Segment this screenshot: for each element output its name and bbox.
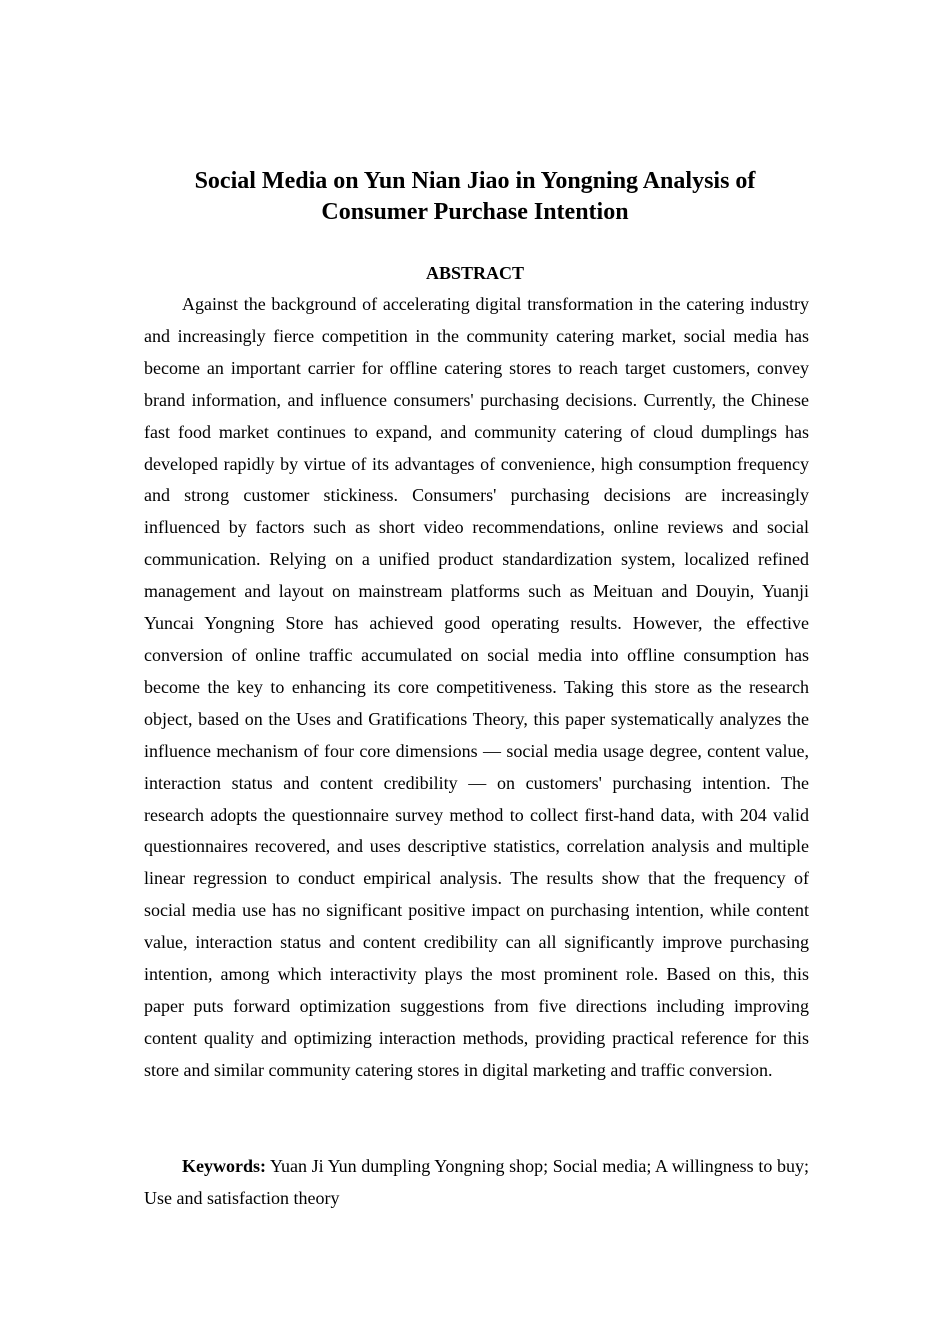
keywords-text: Yuan Ji Yun dumpling Yongning shop; Social media; A willingness to buy; Use and satisfaction theory [144, 1156, 809, 1208]
abstract-heading: ABSTRACT [425, 263, 525, 283]
paper-title: Social Media on Yun Nian Jiao in Yongning Analysis of Consumer Purchase Intention [194, 168, 756, 225]
keywords-label: Keywords: [182, 1156, 266, 1176]
abstract-body: Against the background of accelerating digital transformation in the catering industry and increasingly fierce competition in the community catering market, social media has become an important carrier for offline catering stores to reach target customers, convey brand information, and influence consumers' purchasing decisions. Currently, the Chinese fast food market continues to expand, and community catering of cloud dumplings has developed rapidly by virtue of its advantages of convenience, high consumption frequency and strong customer stickiness. Consumers' purchasing decisions are increasingly influenced by factors such as short video recommendations, online reviews and social communication. Relying on a unified product standardization system, localized refined management and layout on mainstream platforms such as Meituan and Douyin, Yuanji Yuncai Yongning Store has achieved good operating results. However, the effective conversion of online traffic accumulated on social media into offline consumption has become the key to enhancing its core competitiveness. Taking this store as the research object, based on the Uses and Gratifications Theory, this paper systematically analyzes the influence mechanism of four core dimensions — social media usage degree, content value, interaction status and content credibility — on customers' purchasing intention. The research adopts the questionnaire survey method to collect first-hand data, with 204 valid questionnaires recovered, and uses descriptive statistics, correlation analysis and multiple linear regression to conduct empirical analysis. The results show that the frequency of social media use has no significant positive impact on purchasing intention, while content value, interaction status and content credibility can all significantly improve purchasing intention, among which interactivity plays the most prominent role. Based on this, this paper puts forward optimization suggestions from five directions including improving content quality and optimizing interaction methods, providing practical reference for this store and similar community catering stores in digital marketing and traffic conversion. [144, 294, 809, 1080]
keywords-paragraph [144, 1151, 809, 1215]
